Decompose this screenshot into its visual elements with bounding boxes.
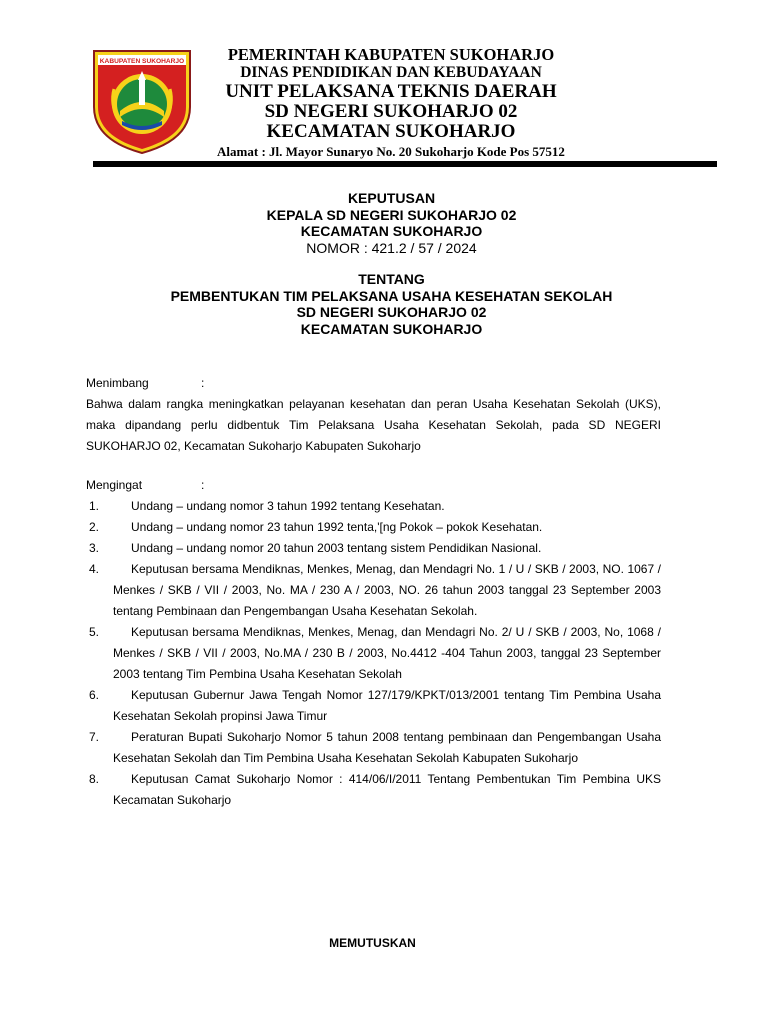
list-item-text: Peraturan Bupati Sukoharjo Nomor 5 tahun 2008 tentang pembinaan dan Pengembangan Usaha Kesehatan Sekolah dan Tim Pembina Usaha Kesehatan Sekolah Kabupaten Sukoharjo bbox=[113, 730, 661, 765]
list-item-text: Undang – undang nomor 3 tahun 1992 tentang Kesehatan. bbox=[131, 499, 445, 513]
list-item bbox=[86, 496, 661, 517]
list-item bbox=[86, 559, 661, 622]
list-item-text: Undang – undang nomor 20 tahun 2003 tentang sistem Pendidikan Nasional. bbox=[131, 541, 542, 555]
list-item-text: Keputusan bersama Mendiknas, Menkes, Menag, dan Mendagri No. 1 / U / SKB / 2003, NO. 1067 / Menkes / SKB / VII / 2003, No. MA / 230 A / 2003, NO. 26 tahun 2003 tanggal 23 September 2003 tentang Pembinaan dan Pengembangan Usaha Kesehatan Sekolah. bbox=[113, 562, 661, 618]
list-item bbox=[86, 538, 661, 559]
mengingat-colon: : bbox=[201, 478, 205, 492]
menimbang-colon: : bbox=[201, 376, 205, 390]
list-item-number: 7. bbox=[89, 730, 100, 744]
list-item bbox=[86, 622, 661, 685]
kabupaten-sukoharjo-emblem bbox=[92, 49, 192, 155]
mengingat-list bbox=[86, 496, 661, 811]
decree-issuer: KEPALA SD NEGERI SUKOHARJO 02 bbox=[266, 206, 517, 223]
letterhead-government: PEMERINTAH KABUPATEN SUKOHARJO bbox=[227, 45, 555, 64]
list-item-number: 3. bbox=[89, 541, 100, 555]
list-item-number: 1. bbox=[89, 499, 100, 513]
decree-subject bbox=[90, 271, 693, 337]
list-item-number: 8. bbox=[89, 772, 100, 786]
list-item bbox=[86, 769, 661, 811]
mengingat-label: Mengingat bbox=[86, 478, 143, 492]
letterhead-school: SD NEGERI SUKOHARJO 02 bbox=[264, 101, 518, 122]
letterhead-divider bbox=[93, 161, 717, 167]
decree-heading: KEPUTUSAN bbox=[347, 190, 436, 206]
list-item bbox=[86, 517, 661, 538]
decree-district-2: KECAMATAN SUKOHARJO bbox=[300, 320, 483, 337]
list-item-text: Keputusan Camat Sukoharjo Nomor : 414/06/I/2011 Tentang Pembentukan Tim Pembina UKS Kecamatan Sukoharjo bbox=[113, 772, 661, 807]
list-item-text: Keputusan bersama Mendiknas, Menkes, Menag, dan Mendagri No. 2/ U / SKB / 2003, No, 1068 / Menkes / SKB / VII / 2003, No.MA / 230 B / 2003, No.4412 -404 Tahun 2003, tanggal 23 September 2003 tentang Tim Pembina Usaha Kesehatan Sekolah bbox=[113, 625, 661, 681]
menimbang-heading bbox=[86, 373, 661, 394]
decree-about: TENTANG bbox=[358, 271, 425, 287]
list-item-text: Undang – undang nomor 23 tahun 1992 tenta,'[ng Pokok – pokok Kesehatan. bbox=[131, 520, 543, 534]
emblem-text: KABUPATEN SUKOHARJO bbox=[99, 58, 185, 65]
letterhead bbox=[188, 45, 594, 160]
mengingat-section bbox=[86, 475, 661, 811]
list-item-number: 2. bbox=[89, 520, 100, 534]
list-item-number: 6. bbox=[89, 688, 100, 702]
letterhead-district: KECAMATAN SUKOHARJO bbox=[266, 121, 516, 142]
letterhead-department: DINAS PENDIDIKAN DAN KEBUDAYAAN bbox=[240, 64, 542, 81]
menimbang-label: Menimbang bbox=[86, 376, 149, 390]
letterhead-unit: UNIT PELAKSANA TEKNIS DAERAH bbox=[225, 81, 557, 102]
decree-subject-text: PEMBENTUKAN TIM PELAKSANA USAHA KESEHATAN SEKOLAH bbox=[170, 287, 613, 304]
menimbang-section bbox=[86, 373, 661, 457]
list-item bbox=[86, 685, 661, 727]
decree-district: KECAMATAN SUKOHARJO bbox=[300, 223, 483, 239]
decree-number: NOMOR : 421.2 / 57 / 2024 bbox=[306, 239, 477, 256]
list-item bbox=[86, 727, 661, 769]
memutuskan-heading: MEMUTUSKAN bbox=[329, 936, 416, 950]
list-item-number: 5. bbox=[89, 625, 100, 639]
decree-school: SD NEGERI SUKOHARJO 02 bbox=[296, 304, 487, 320]
mengingat-heading bbox=[86, 475, 661, 496]
letterhead-address: Alamat : Jl. Mayor Sunaryo No. 20 Sukoharjo Kode Pos 57512 bbox=[217, 144, 565, 159]
decree-title bbox=[90, 190, 693, 256]
list-item-number: 4. bbox=[89, 562, 100, 576]
list-item-text: Keputusan Gubernur Jawa Tengah Nomor 127/179/KPKT/013/2001 tentang Tim Pembina Usaha Kesehatan Sekolah propinsi Jawa Timur bbox=[113, 688, 661, 723]
menimbang-text: Bahwa dalam rangka meningkatkan pelayanan kesehatan dan peran Usaha Kesehatan Sekolah (UKS), maka dipandang perlu didbentuk Tim Pelaksana Usaha Kesehatan Sekolah, pada SD NEGERI SUKOHARJO 02, Kecamatan Sukoharjo Kabupaten Sukoharjo bbox=[86, 397, 661, 453]
